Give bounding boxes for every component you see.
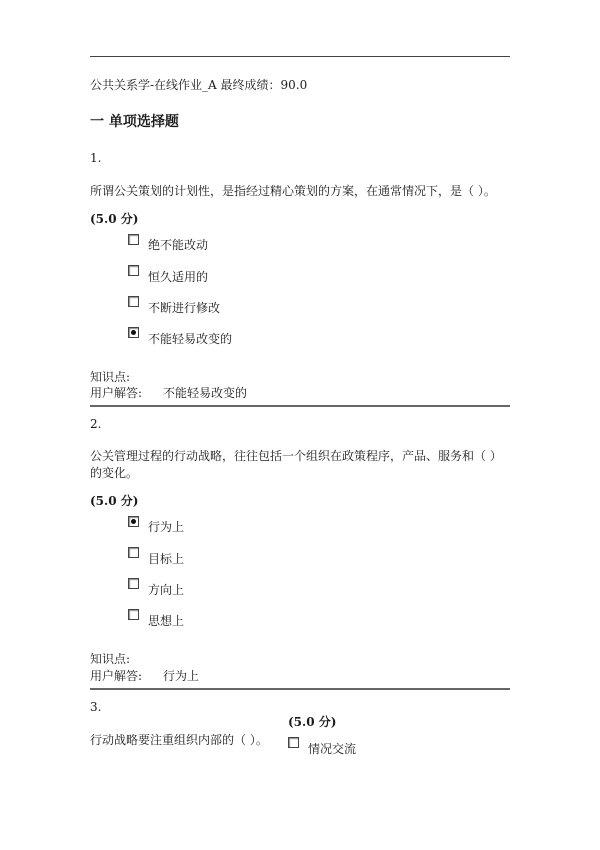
answer-label: 用户解答:: [90, 386, 143, 400]
option-label: 不断进行修改: [148, 301, 221, 315]
option-label: 绝不能改动: [148, 238, 209, 252]
question-number: 3.: [90, 700, 102, 714]
question-text-cont: 的变化。: [90, 466, 139, 480]
radio-button[interactable]: [288, 737, 299, 748]
question-score: (5.0 分): [288, 715, 337, 729]
radio-button[interactable]: [128, 265, 139, 276]
option-label: 恒久适用的: [148, 270, 209, 284]
question-score: (5.0 分): [90, 212, 139, 226]
radio-button[interactable]: [128, 547, 139, 558]
question-divider: [90, 688, 510, 690]
option-label: 思想上: [148, 614, 185, 628]
option-label: 行为上: [148, 520, 185, 534]
question-text: 公关管理过程的行动战略，往往包括一个组织在政策程序，产品、服务和（ ）: [90, 449, 502, 463]
question-number: 2.: [90, 417, 102, 431]
knowledge-label: 知识点:: [90, 370, 131, 384]
question-number: 1.: [90, 151, 102, 165]
radio-button-selected[interactable]: [128, 516, 139, 527]
radio-button-selected[interactable]: [128, 327, 139, 338]
user-answer: 行为上: [163, 669, 200, 683]
option-label: 不能轻易改变的: [148, 332, 233, 346]
question-score: (5.0 分): [90, 494, 139, 508]
option-label: 目标上: [148, 552, 185, 566]
radio-button[interactable]: [128, 234, 139, 245]
option-label: 情况交流: [308, 742, 357, 756]
top-divider: [90, 56, 510, 57]
page-title: 公共关系学-在线作业_A 最终成绩：90.0: [90, 78, 308, 92]
answer-label: 用户解答:: [90, 669, 143, 683]
question-text: 行动战略要注重组织内部的（ ）。: [90, 733, 268, 747]
question-text: 所谓公关策划的计划性，是指经过精心策划的方案，在通常情况下，是（ ）。: [90, 184, 496, 198]
section-heading: 一 单项选择题: [90, 114, 179, 130]
radio-button[interactable]: [128, 578, 139, 589]
radio-button[interactable]: [128, 609, 139, 620]
knowledge-label: 知识点:: [90, 652, 131, 666]
option-label: 方向上: [148, 583, 185, 597]
radio-button[interactable]: [128, 296, 139, 307]
question-divider: [90, 405, 510, 407]
user-answer: 不能轻易改变的: [163, 386, 248, 400]
